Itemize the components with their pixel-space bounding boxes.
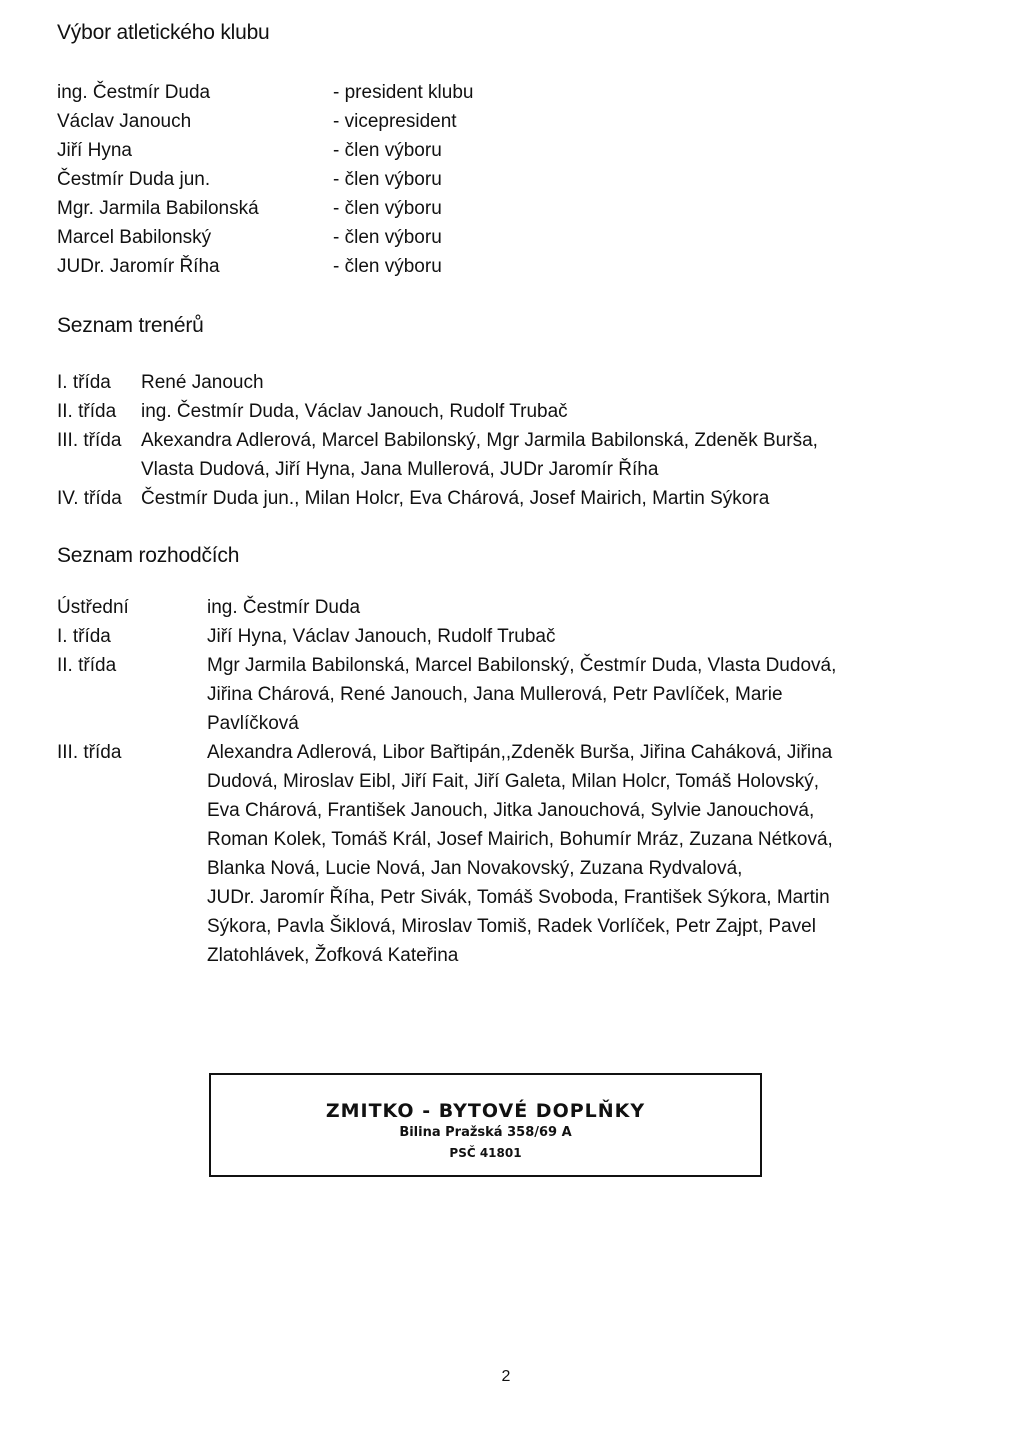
- referee-names-line: Jiří Hyna, Václav Janouch, Rudolf Trubač: [207, 626, 556, 647]
- referee-class-row: [57, 622, 927, 651]
- trainer-class-row: [57, 484, 961, 513]
- referee-class-label: III. třída: [57, 742, 122, 763]
- member-role: - člen výboru: [333, 256, 442, 277]
- page-number: 2: [501, 1368, 511, 1385]
- trainer-class-row: [57, 397, 961, 426]
- member-role: - vicepresident: [333, 111, 457, 132]
- referee-names-line: Sýkora, Pavla Šiklová, Miroslav Tomiš, Radek Vorlíček, Petr Zajpt, Pavel: [207, 916, 816, 937]
- committee-row: [57, 165, 473, 194]
- referee-names-line: Mgr Jarmila Babilonská, Marcel Babilonský, Čestmír Duda, Vlasta Dudová,: [207, 655, 837, 676]
- trainer-names-line: ing. Čestmír Duda, Václav Janouch, Rudolf Trubač: [141, 401, 568, 422]
- referee-names-line: JUDr. Jaromír Říha, Petr Sivák, Tomáš Svoboda, František Sýkora, Martin: [207, 887, 830, 908]
- referee-class-row: [57, 593, 927, 622]
- member-name: Mgr. Jarmila Babilonská: [57, 198, 259, 219]
- member-role: - president klubu: [333, 82, 474, 103]
- referee-names-line: Pavlíčková: [207, 713, 299, 734]
- member-name: Jiří Hyna: [57, 140, 132, 161]
- company-stamp: [209, 1073, 762, 1177]
- referee-class-label: II. třída: [57, 655, 117, 676]
- trainer-names-line: Vlasta Dudová, Jiří Hyna, Jana Mullerová, JUDr Jaromír Říha: [141, 459, 659, 480]
- member-name: JUDr. Jaromír Říha: [57, 256, 220, 277]
- committee-list: [57, 78, 473, 281]
- referee-names: [207, 593, 927, 622]
- trainer-class-label: IV. třída: [57, 488, 122, 509]
- referee-names-line: Alexandra Adlerová, Libor Bařtipán,,Zdeněk Burša, Jiřina Caháková, Jiřina: [207, 742, 833, 763]
- trainers-title: Seznam trenérů: [57, 314, 204, 337]
- trainers-list: [57, 368, 961, 513]
- trainer-class-row: [57, 426, 961, 484]
- referee-names-line: Dudová, Miroslav Eibl, Jiří Fait, Jiří Galeta, Milan Holcr, Tomáš Holovský,: [207, 771, 820, 792]
- referee-names: [207, 622, 927, 651]
- member-name: Čestmír Duda jun.: [57, 169, 211, 190]
- committee-title: Výbor atletického klubu: [57, 21, 270, 44]
- member-role: - člen výboru: [333, 227, 442, 248]
- committee-row: [57, 107, 473, 136]
- member-role: - člen výboru: [333, 140, 442, 161]
- referee-names-line: Blanka Nová, Lucie Nová, Jan Novakovský, Zuzana Rydvalová,: [207, 858, 743, 879]
- referee-names-line: Roman Kolek, Tomáš Král, Josef Mairich, Bohumír Mráz, Zuzana Nétková,: [207, 829, 833, 850]
- committee-row: [57, 136, 473, 165]
- trainer-names: [141, 397, 961, 426]
- referee-names-line: ing. Čestmír Duda: [207, 597, 361, 618]
- member-name: ing. Čestmír Duda: [57, 82, 211, 103]
- referees-title: Seznam rozhodčích: [57, 544, 240, 567]
- referee-names: [207, 738, 927, 970]
- referee-names-line: Eva Chárová, František Janouch, Jitka Janouchová, Sylvie Janouchová,: [207, 800, 815, 821]
- trainer-class-label: I. třída: [57, 372, 111, 393]
- trainer-names: [141, 426, 961, 484]
- trainer-names-line: Akexandra Adlerová, Marcel Babilonský, Mgr Jarmila Babilonská, Zdeněk Burša,: [141, 430, 818, 451]
- trainer-names-line: René Janouch: [141, 372, 264, 393]
- committee-row: [57, 78, 473, 107]
- stamp-postcode: PSČ 41801: [449, 1146, 522, 1160]
- referee-class-row: [57, 651, 927, 738]
- committee-row: [57, 252, 473, 281]
- trainer-names: [141, 484, 961, 513]
- member-role: - člen výboru: [333, 198, 442, 219]
- referee-names-line: Zlatohlávek, Žofková Kateřina: [207, 945, 459, 966]
- referees-list: [57, 593, 927, 970]
- stamp-company-name: ZMITKO - BYTOVÉ DOPLŇKY: [325, 1100, 646, 1122]
- trainer-class-row: [57, 368, 961, 397]
- stamp-address: Bilina Pražská 358/69 A: [399, 1125, 572, 1140]
- referee-names-line: Jiřina Chárová, René Janouch, Jana Mullerová, Petr Pavlíček, Marie: [207, 684, 783, 705]
- referee-class-row: [57, 738, 927, 970]
- trainer-class-label: III. třída: [57, 430, 122, 451]
- referee-class-label: I. třída: [57, 626, 111, 647]
- member-name: Marcel Babilonský: [57, 227, 212, 248]
- member-name: Václav Janouch: [57, 111, 192, 132]
- trainer-names: [141, 368, 961, 397]
- referee-names: [207, 651, 927, 738]
- referee-class-label: Ústřední: [57, 597, 129, 618]
- member-role: - člen výboru: [333, 169, 442, 190]
- trainer-names-line: Čestmír Duda jun., Milan Holcr, Eva Chárová, Josef Mairich, Martin Sýkora: [141, 488, 770, 509]
- trainer-class-label: II. třída: [57, 401, 117, 422]
- committee-row: [57, 223, 473, 252]
- committee-row: [57, 194, 473, 223]
